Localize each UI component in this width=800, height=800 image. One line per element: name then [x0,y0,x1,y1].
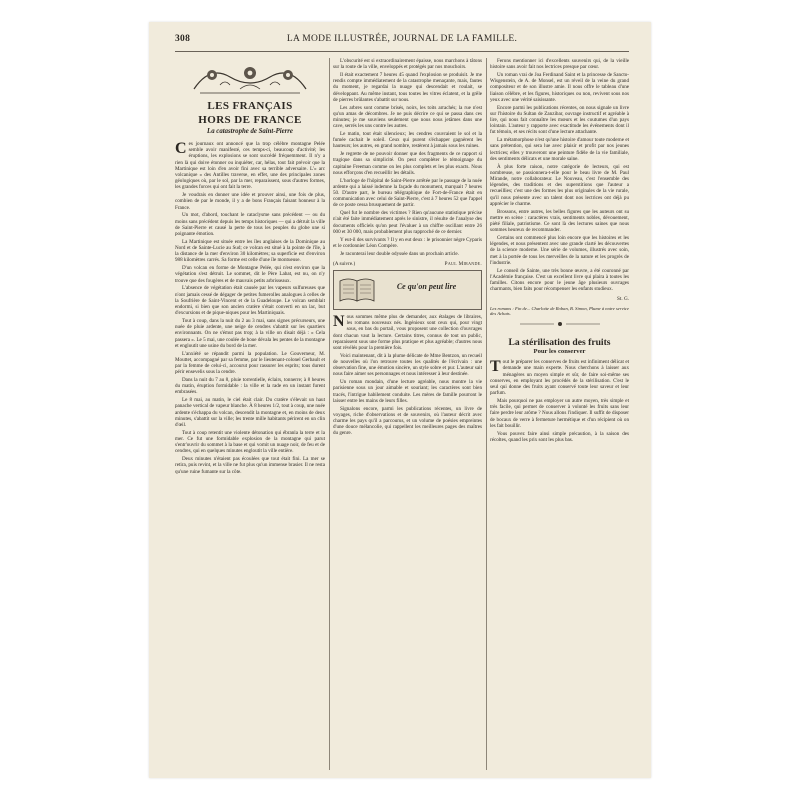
paragraph: Tout à coup, dans la nuit du 2 au 3 mai, sans signes précurseurs, une nuée de pluie ardente, une neige de cendres s'abattit sur les quartiers environnants. On ne s'émut pas trop; à la ville on disait déjà : « Cela passera ». Le 5 mai, une coulée de boue dévala les pentes de la montagne et engloutit une usine du bord de la mer. [175,318,325,349]
paragraph: Mais pourquoi ne pas employer un autre moyen, très simple et très facile, qui permet de conserver à volonté les fruits sans leur faire perdre leur arôme ? Nous allons l'indiquer. Il suffit de disposer de bocaux de verre à fermeture hermétique et d'un récipient où on les fait bouillir. [490,398,629,429]
page-number: 308 [175,34,191,44]
paragraph: Dans la nuit du 7 au 8, pluie torrentielle, éclairs, tonnerre; à 8 heures du matin, éruption formidable : la ville et la rade en un instant furent embrasées. [175,377,325,396]
paragraph: Je raconterai leur double odyssée dans un prochain article. [340,250,459,257]
open-book-icon [338,275,376,303]
column-2 [333,58,482,770]
article-title-line-2: HORS DE FRANCE [198,114,302,126]
footnote: Les romans : Fin de... Charlotte de Roban, B. Simon, Plume à notre service des Achats. [490,305,629,317]
article-title: La stérilisation des fruits [508,337,611,349]
paragraph: Un roman vrai de Joa Ferdinand Saint et la princesse de Sancto-Wisgenstein, de A. de Monsel, est un réveil de la veine du grand compositeur et de son illustre amie. Il nous offre le tableau d'une liaison célèbre, et les figures, historiques ou non, revivent sous nos yeux avec une vérité saisissante. [490,72,629,103]
paragraph: Nous sommes même plus de demander, aux étalages de libraires, les romans nouveaux nés. Ingénieux sont ceux qui, pour vingt sous, en bas du portail, vous proposent une collection d'ouvrages dont chacun vaut la lecture. Certains titres, connus de tout un public, reparaissent sous une forme plus pratique et plus agréable; d'autres nous sont révélés pour la première fois. [333,313,482,352]
paragraph: Tout à coup retentit une violente détonation qui ébranla la terre et la mer. Ce fut une formidable explosion de la montagne qui parut s'entr'ouvrir du sommet à la base et qui vomit un nuage noir, de feu et de cendres, qui en quelques minutes engloutit la ville entière. [175,429,325,455]
author-name: St. G. [617,296,629,303]
paragraph: Un roman mondain, d'une lecture agréable, nous montre la vie parisienne sous un jour aimable et souriant; les caractères sont bien tracés, l'intrigue habilement conduite. Les mères de famille pourront le laisser entre les mains de leurs filles. [333,379,482,404]
paragraph: Certains ont commencé plus loin encore que les histoires et les légendes, et nous présentent avec une grande clarté les découvertes de la science moderne. Une série de volumes, illustrés avec soin, met à la portée de tous les merveilles de la nature et les progrès de l'industrie. [490,235,629,266]
paragraph: Vous pouvez faire ainsi simple précaution, à la saison des récoltes, quand les prix sont les plus bas. [490,430,629,443]
column-separator [486,58,487,770]
author-name: Paul Mirande. [444,260,482,267]
paragraph: D'un volcan en forme de Montagne Pelée, qui n'est environ que la végétation s'est détruit. Le sommet, dit le Père Labat, est nu, on n'y trouve que des fougères et de mauvais petits arbrisseaux. [175,265,325,284]
paragraph: Quel fut le nombre des victimes ? Rien qu'aucune statistique précise n'ait été faite immédiatement après le sinistre, il résulte de l'analyse des documents officiels qu'on peut l'évaluer à un chiffre oscillant entre 26 000 et 30 000, mais probablement plus rapproché de ce dernier. [333,210,482,235]
article-signature [333,261,482,267]
paragraph: La Martinique est située entre les îles anglaises de la Dominique au Nord et de Sainte-Lucie au Sud; ce volcan est situé à la pointe de l'île, à la distance de la mer d'environ 30 kilomètres; sa superficie est d'environ 988 kilomètres carrés. Sa forme est celle d'une île montueuse. [175,238,325,264]
running-head [175,34,629,48]
paragraph: Un mot, d'abord, touchant le cataclysme sans précédent — ou du moins sans précédent depuis les temps historiques — qui a détruit la ville de Saint-Pierre et causé la perte de tous les peuples du globe une si poignante émotion. [175,212,325,238]
paragraph: Ferons mentionner ici d'excellents souvenirs qui, de la vieille histoire sans avoir fait nos lectrices presque par cœur. [490,58,629,71]
journal-title: LA MODE ILLUSTRÉE, JOURNAL DE LA FAMILLE. [286,34,518,44]
paragraph: Les arbres sont comme brisés, noirs, les toits arrachés; la rue n'est qu'un amas de décombres. Je ne puis décrire ce qui se passa dans ces minutes; je me souviens seulement que nous nous jetâmes dans une cave, serrés les uns contre les autres. [333,104,482,130]
drop-cap: N [333,313,345,331]
ornament-divider [490,321,629,329]
article-subtitle: La catastrophe de Saint-Pierre [207,128,293,135]
paragraph: Le conseil de Sainte, une très bonne œuvre, a été couronné par l'Académie française. C'est un excellent livre qui plaira à toutes les familles. Citons encore pour le jeune âge plusieurs ouvrages charmants, bien faits pour récompenser les enfants studieux. [490,267,629,293]
paragraph: Deux minutes n'étaient pas écoulées que tout était fini. La mer se retira, puis revint, et la ville ne fut plus qu'un immense brasier. Il ne resta qu'une ruine fumante sur la côte. [175,456,325,475]
paragraph: L'horloge de l'hôpital de Saint-Pierre arrêtée par le passage de la nuée ardente qui a laissé indemne la façade du monument, marquait 7 heures 50. D'autre part, le bureau télégraphique de Fort-de-France était en communication avec celui de Saint-Pierre, c'est à 7 heures 52 que l'appel de ce poste cessa brusquement de partir. [333,177,482,209]
paragraph: L'anxiété se répandit parmi la population. Le Gouverneur, M. Mouttet, accompagné par sa femme, par le lieutenant-colonel Gerbault et par la femme de celui-ci, accourut pour rassurer les esprits; tous durent périr ensevelis sous la cendre. [175,350,325,376]
paragraph: Voici maintenant, dit à la plume délicate de Mme Bentzon, un recueil de nouvelles où l'on retrouve toutes les qualités de l'écrivain : une observation fine, une émotion sincère, un style sobre et pur. L'auteur sait nous faire aimer ses personnages et nous intéresser à leur destinée. [333,352,482,378]
paragraph: Je regrette de ne pouvoir donner que des fragments de ce rapport si tragique dans sa simplicité. On peut compléter le témoignage du capitaine Freeman comme on les plus complets et les plus exacts. Nous nous efforçons d'en recueillir les détails. [333,151,482,176]
column-separator [329,58,330,770]
paragraph: À plus forte raison, notre catégorie de lecteurs, qui est nombreuse, se passionnera-t-elle pour le beau livre de M. Paul Mirande, notre collaborateur. Le Nouveau, c'est l'ensemble des légendes, des traditions et des superstitions que l'auteur a recueillies; c'est une des formes les plus originales de la vie rurale, qu'il nous présente avec un talent dont nos lectrices ont déjà pu apprécier le charme. [490,163,629,207]
article-title-line-1: LES FRANÇAIS [207,100,293,112]
article-subtitle: Pour les conserver [533,348,586,356]
paragraph: L'obscurité est si extraordinairement épaisse, nous marchons à tâtons sur la route de la ville, enveloppés et protégés par nos mouchoirs. [333,58,482,71]
paragraph: Brossons, entre autres, les belles figures que les auteurs ont su mettre en scène : caractères vrais, sentiments nobles, dévouement, piété filiale, patriotisme. Ce sont là des lectures saines que nous sommes heureux de recommander. [490,208,629,234]
paragraph: Le 8 mai, au matin, le ciel était clair. Du cratère s'élevait un haut panache vertical de vapeur blanche. À 8 heures 1/2, tout à coup, une nuée ardente s'échappa du volcan, descendit la montagne et, en moins de deux minutes, s'abattit sur la ville; les trente mille habitants périrent en un clin d'œil. [175,397,325,429]
header-rule [175,51,629,52]
floral-headpiece-illustration [175,58,325,98]
paragraph: Tout le préparer les conserves de fruits est infiniment délicat et demande une main experte. Nous cherchons à laisser aux ménagères un moyen simple et sûr, de faire soi-même ses conserves, en employant les procédés de la stérilisation. C'est le seul qui donne des fruits ayant conservé toute leur saveur et leur parfum. [490,358,629,397]
paragraph: Le matin, tout était silencieux; les cendres couvraient le sol et la fumée cachait le soleil. Ceux qui purent s'échapper gagnèrent les hauteurs; les autres, en grand nombre, restèrent à jamais sous les ruines. [333,131,482,150]
paragraph: Signalons encore, parmi les publications récentes, un livre de voyages, riche d'observations et de souvenirs, où l'auteur décrit avec charme les pays qu'il a parcourus, et un volume de poésies empreintes d'une douce mélancolie, qui rappellent les meilleures pages des maîtres du genre. [333,405,482,437]
column-1 [175,58,325,770]
column-3 [490,58,629,770]
section-title: Ce qu'on peut lire [396,282,457,292]
paragraph: Encore parmi les publications récentes, on nous signale un livre sur l'histoire du Sultan de Zanzibar, ouvrage instructif et agréable à lire, qui nous fait connaître les mœurs et les coutumes d'un pays lointain. L'auteur y rapporte avec exactitude les événements dont il fut témoin, et ses récits sont d'une lecture attachante. [490,104,629,136]
document-page [149,22,651,778]
to-be-continued-note: (A suivre.) [333,260,356,267]
paragraph: Je voudrais en donner une idée et prouver ainsi, une fois de plus, combien de par le monde, il y a de bons Français faisant honneur à la France. [175,192,325,211]
drop-cap: T [490,358,501,376]
article-signature [490,296,629,302]
paragraph: Il était exactement 7 heures 45 quand l'explosion se produisit. Je me rendis compte immédiatement de la catastrophe menaçante, mais, fautes du moment, je regardai la nuage qui descendait et roulait, se développant. Au même instant, tous toutes les vitres éclatent, et la grêle de pierres brûlantes s'abattit sur nous. [333,72,482,103]
drop-cap: C [175,140,187,157]
paragraph: Ces journaux ont annoncé que la trop célèbre montagne Pelée semble avoir manifesté, ces temps-ci, beaucoup d'activité; les éruptions, les explosions se sont succédé fréquemment. Il n'y a rien là qui doive étonner ou inquiéter, car, hélas, tout fait prévoir que la Martinique est loin d'en avoir fini avec sa terrible adversaire. L'« arc volcanique » des Antilles traverse, en effet, une des principales zones géologiques où, par le sol, par la mer, reparaissent, sous d'autres formes, les grandes forces qui ont fait la terre. [175,140,325,191]
paragraph: La métamorphose n'est qu'une histoire d'amour toute moderne et sans prétention, qui sera lue avec plaisir et profit par nos jeunes lectrices; elles y trouveront une peinture fidèle de la vie familiale, des sentiments délicats et une morale saine. [490,137,629,162]
paragraph: Y eut-il des survivants ? Il y en eut deux : le prisonnier nègre Cyparis et le cordonnier Léon Compère. [333,236,482,249]
section-banner [333,270,482,310]
paragraph: L'absence de végétation était causée par les vapeurs sulfureuses que n'ont jamais cessé de dégager de petites fumerolles analogues à celles de la Soufrière de Saint-Vincent et de la Guadeloupe. Le volcan semblait endormi, si bien que son ancien cratère s'était converti en un lac, but d'excursions et de pique-niques pour les Martiniquais. [175,285,325,317]
